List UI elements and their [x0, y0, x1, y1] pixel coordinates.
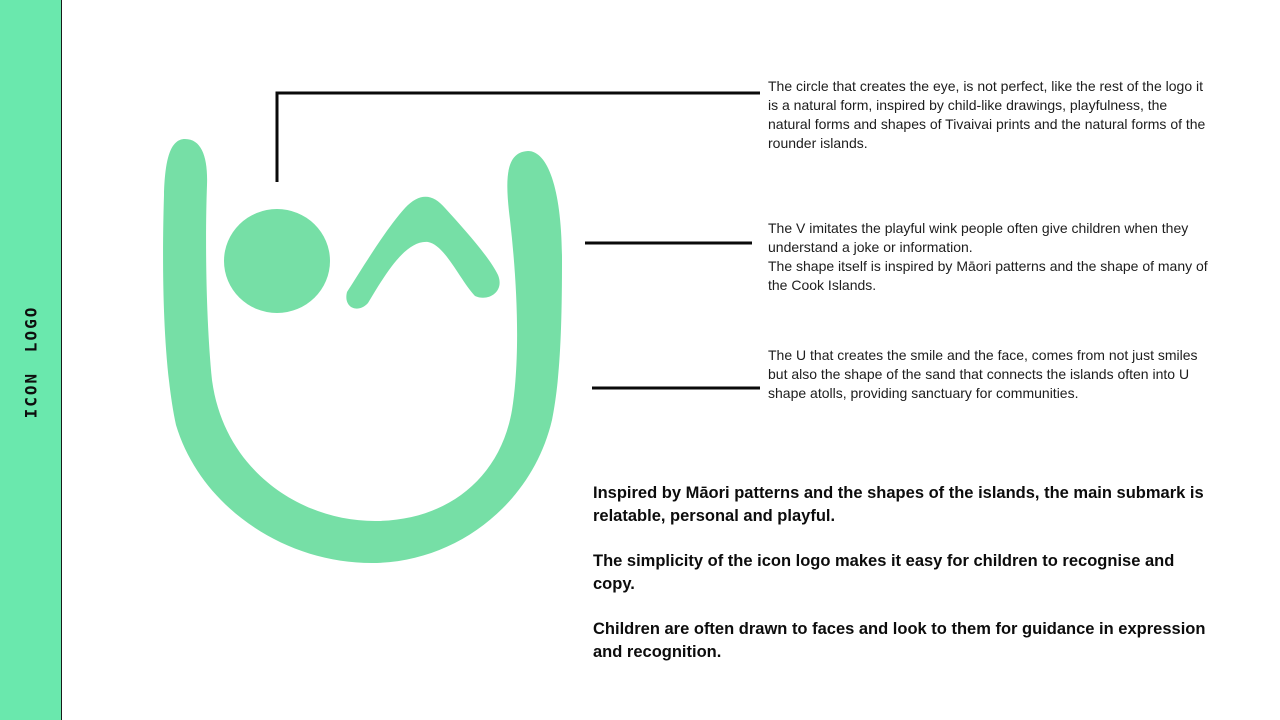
summary-paragraph-1: Inspired by Māori patterns and the shapes of the islands, the main submark is relatable, personal and playful. — [593, 484, 1204, 525]
eye-annotation — [768, 77, 1213, 153]
smile-annotation-text: The U that creates the smile and the face, comes from not just smiles but also the shape of the sand that connects the islands often into U shape atolls, providing sanctuary for communities. — [768, 347, 1198, 401]
eye-annotation-text: The circle that creates the eye, is not perfect, like the rest of the logo it is a natural form, inspired by child-like drawings, playfulness, the natural forms and shapes of Tivaivai prints and the natural forms of the rounder islands. — [768, 78, 1206, 151]
side-title: ICON LOGO — [21, 305, 41, 419]
logo-wink-v-shape — [346, 197, 499, 309]
wink-annotation-line-1: The V imitates the playful wink people often give children when they understand a joke or information. — [768, 220, 1189, 255]
logo-u-smile-shape — [163, 139, 562, 563]
smile-annotation — [768, 346, 1213, 403]
wink-annotation — [768, 219, 1213, 295]
summary-block — [593, 482, 1213, 686]
wink-annotation-line-2: The shape itself is inspired by Māori patterns and the shape of many of the Cook Islands. — [768, 258, 1208, 293]
summary-paragraph-3: Children are often drawn to faces and look to them for guidance in expression and recognition. — [593, 620, 1206, 661]
summary-paragraph-2: The simplicity of the icon logo makes it easy for children to recognise and copy. — [593, 552, 1175, 593]
logo-eye-circle — [224, 209, 330, 313]
